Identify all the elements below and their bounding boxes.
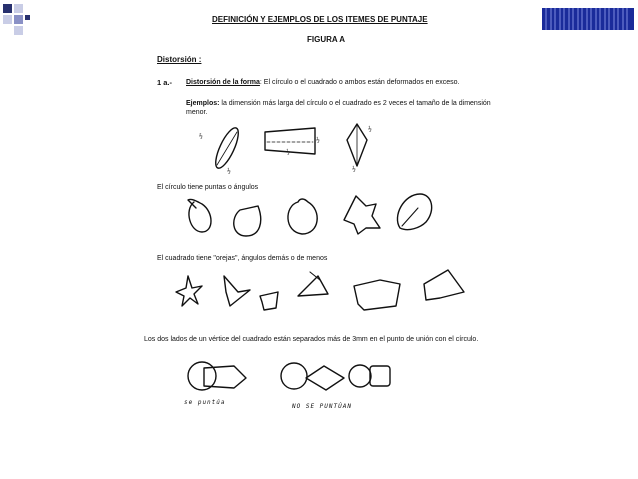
pointed-circle-drawing — [188, 199, 211, 232]
square-ears-drawings — [168, 262, 468, 316]
pointed-circle-drawing — [344, 196, 380, 234]
ratio-annotation: ½ — [352, 166, 357, 173]
ratio-annotation: ⅓ — [286, 149, 291, 156]
eared-square-drawing — [260, 292, 278, 310]
vertex-caption: Los dos lados de un vértice del cuadrado están separados más de 3mm en el punto de unión con el círculo. — [144, 336, 479, 343]
section-heading: Distorsión : — [157, 55, 202, 64]
ratio-annotation: ½ — [227, 168, 232, 175]
square-ears-caption: El cuadrado tiene "orejas", ángulos demás o de menos — [157, 255, 328, 262]
circle-drawing — [281, 363, 307, 389]
decor-barcode — [542, 8, 634, 30]
eared-square-drawing — [354, 280, 400, 310]
eared-square-drawing — [224, 276, 250, 306]
decor-square — [25, 15, 30, 20]
eared-square-drawing — [298, 276, 328, 296]
decor-square — [3, 15, 12, 24]
eared-square-drawing — [424, 270, 464, 300]
figure-label: FIGURA A — [307, 35, 346, 44]
examples-text: la dimensión más larga del círculo o el cuadrado es 2 veces el tamaño de la dimensión menor. — [186, 100, 491, 116]
square-drawing — [370, 366, 390, 386]
item-title: Distorsión de la forma — [186, 79, 260, 86]
pointed-circle-drawing — [234, 206, 261, 236]
decor-square — [3, 4, 12, 13]
square-drawing — [204, 366, 246, 388]
decor-square — [14, 26, 23, 35]
decor-square — [14, 15, 23, 24]
circle-points-drawings — [180, 188, 450, 246]
item-text: : El círculo o el cuadrado o ambos están deformados en exceso. — [259, 79, 460, 86]
examples-label: Ejemplos: — [186, 100, 220, 107]
examples-paragraph — [186, 99, 506, 117]
eared-square-drawing — [176, 276, 202, 306]
circle-drawing — [349, 365, 371, 387]
decor-square — [14, 4, 23, 13]
circle-points-caption: El círculo tiene puntas o ángulos — [157, 184, 259, 191]
not-scored-label: NO SE PUNTÚAN — [292, 403, 352, 410]
square-drawing — [306, 366, 344, 390]
item-number: 1 a.- — [157, 78, 173, 87]
page-title: DEFINICIÓN Y EJEMPLOS DE LOS ITEMES DE PUNTAJE — [212, 15, 428, 24]
ratio-annotation: ½ — [316, 137, 321, 144]
pointed-circle-drawing — [288, 199, 317, 234]
scored-label: se puntúa — [184, 399, 226, 406]
vertex-separation-drawings — [180, 358, 395, 396]
ratio-annotation: ⅔ — [199, 133, 204, 140]
distortion-example-drawings — [195, 120, 395, 182]
circle-drawing — [188, 362, 216, 390]
ratio-annotation: ½ — [368, 126, 373, 133]
item-description — [186, 78, 506, 87]
